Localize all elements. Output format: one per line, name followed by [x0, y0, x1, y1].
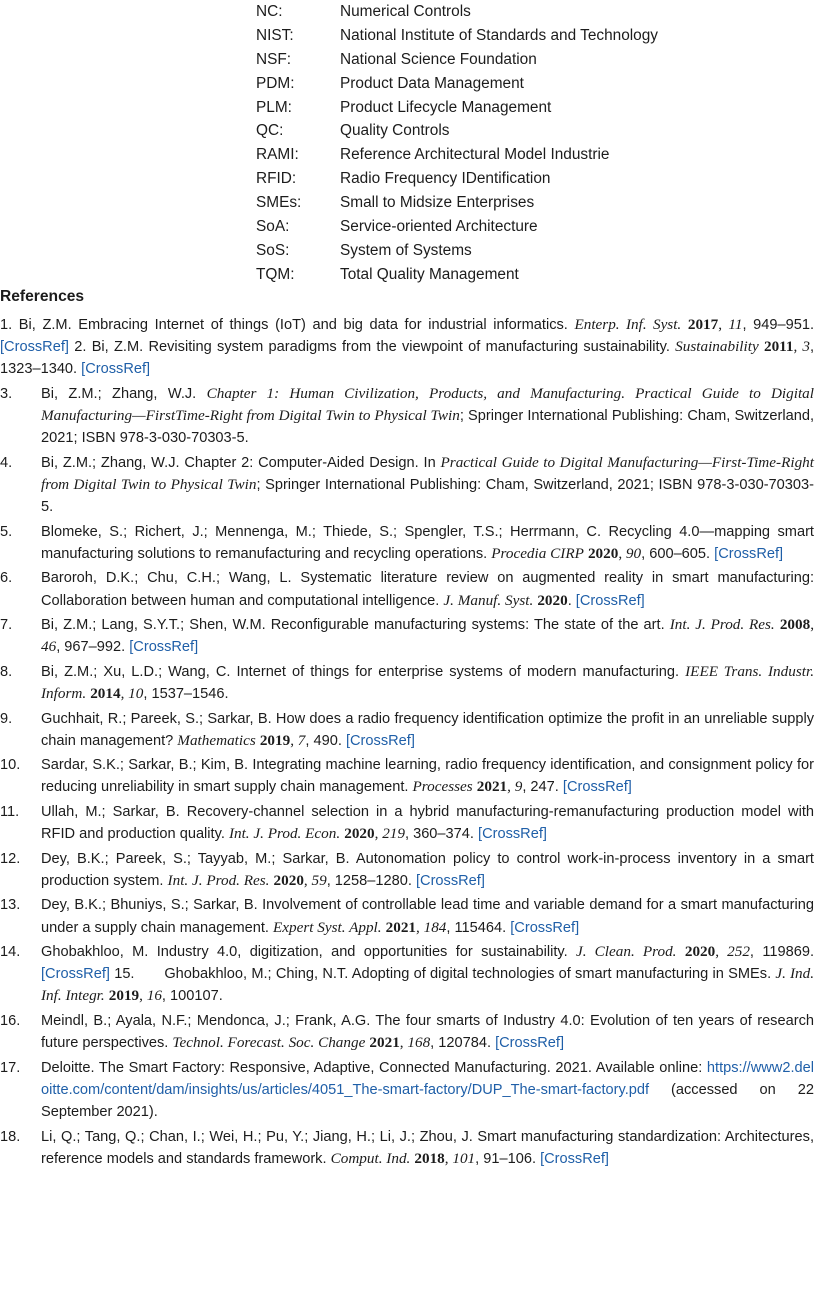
crossref-link[interactable]: [CrossRef]	[345, 732, 415, 749]
reference-journal: IEEE Trans. Industr. Inform.	[41, 662, 814, 703]
reference-pages: , 600–605.	[641, 545, 715, 562]
abbreviation-row	[256, 191, 776, 215]
reference-pages: , 967–992.	[56, 639, 130, 656]
abbreviation-row	[256, 167, 776, 191]
reference-journal: Expert Syst. Appl.	[273, 918, 382, 936]
reference-authors: Bi, Z.M.; Zhang, W.J.	[41, 385, 207, 402]
reference-journal: Int. J. Prod. Res.	[167, 871, 270, 889]
abbreviation-value: Service-oriented Architecture	[340, 218, 538, 236]
reference-item	[0, 1057, 814, 1124]
reference-authors-title: Blomeke, S.; Richert, J.; Mennenga, M.; Thiede, S.; Spengler, T.S.; Herrmann, C. Recycling 4.0—mapping smart manufacturing solutions to remanufacturing and recycling operations.	[41, 523, 814, 562]
reference-item: 16. Meindl, B.; Ayala, N.F.; Mendonca, J.; Frank, A.G. The four smarts of Industry 4.0: Evolution of ten years of research future perspectives. Technol. Forecast. Soc. Change 2021, 168, 120784. [CrossRef]	[0, 1010, 814, 1054]
reference-book-title: Practical Guide to Digital Manufacturing—First-Time-Right from Digital Twin to Physical Twin	[41, 453, 814, 494]
crossref-link[interactable]: [CrossRef]	[714, 545, 784, 562]
abbreviation-row	[256, 215, 776, 239]
reference-journal: J. Manuf. Syst.	[443, 591, 534, 609]
abbreviation-value: Small to Midsize Enterprises	[340, 194, 535, 212]
abbreviation-key: SMEs:	[256, 194, 302, 212]
reference-pages: , 115464.	[446, 919, 511, 936]
reference-year: 2021	[476, 778, 508, 796]
reference-number: 12.	[0, 850, 21, 867]
abbreviation-value: Reference Architectural Model Industrie	[340, 146, 610, 164]
reference-number: 2.	[74, 339, 87, 356]
reference-authors-title: Meindl, B.; Ayala, N.F.; Mendonca, J.; Frank, A.G. The four smarts of Industry 4.0: Evolution of ten years of research future perspectives.	[41, 1012, 814, 1052]
reference-journal: Int. J. Prod. Res.	[669, 616, 775, 634]
reference-year: 2018	[414, 1149, 445, 1167]
reference-year: 2020	[537, 591, 568, 609]
reference-volume: 16	[146, 987, 162, 1005]
reference-accessed: (accessed on 22 September 2021).	[41, 1081, 814, 1121]
reference-authors-title: Guchhait, R.; Pareek, S.; Sarkar, B. How does a radio frequency identification optimize the profit in an unreliable supply chain management?	[41, 710, 814, 749]
abbreviation-key: TQM:	[256, 265, 295, 283]
reference-number: 14.	[0, 944, 21, 961]
abbreviation-value: Quality Controls	[340, 122, 450, 140]
reference-year: 2020	[684, 943, 716, 961]
reference-item: 11. Ullah, M.; Sarkar, B. Recovery-channel selection in a hybrid manufacturing-remanufacturing production model with RFID and production quality. Int. J. Prod. Econ. 2020, 219, 360–374. [CrossRef]	[0, 801, 814, 845]
reference-item: 10. Sardar, S.K.; Sarkar, B.; Kim, B. Integrating machine learning, radio frequency identification, and consignment policy for reducing unreliability in smart supply chain management. Processes 2021, 9, 247. [CrossRef]	[0, 754, 814, 798]
reference-item: 1. Bi, Z.M. Embracing Internet of things (IoT) and big data for industrial informatics. Enterp. Inf. Syst. 2017, 11, 949–951. [CrossRef] 2. Bi, Z.M. Revisiting system paradigms from the viewpoint of manufacturing sustainability. Sustainability 2011, 3, 1323–1340. [CrossRef]	[0, 316, 815, 378]
references-heading: References	[0, 288, 85, 305]
reference-number: 16.	[0, 1012, 21, 1029]
reference-authors-title: Dey, B.K.; Pareek, S.; Tayyab, M.; Sarkar, B. Autonomation policy to control work-in-process inventory in a smart production system.	[41, 850, 814, 889]
reference-pages: , 949–951.	[742, 317, 814, 333]
reference-number: 1.	[0, 317, 13, 333]
reference-item	[0, 383, 814, 450]
crossref-link[interactable]: [CrossRef]	[510, 919, 580, 936]
reference-pages: , 247.	[522, 779, 563, 796]
reference-journal: Comput. Ind.	[330, 1149, 411, 1167]
reference-authors-title: Dey, B.K.; Bhuniys, S.; Sarkar, B. Involvement of controllable lead time and variable demand for a smart manufacturing under a supply chain management.	[41, 897, 814, 936]
crossref-link[interactable]: [CrossRef]	[478, 826, 547, 843]
reference-authors-title: Ghobakhloo, M.; Ching, N.T. Adopting of digital technologies of smart manufacturing in SMEs.	[164, 966, 776, 983]
reference-item	[0, 452, 814, 519]
abbreviation-row	[256, 263, 776, 287]
reference-year: 2008	[779, 616, 811, 634]
reference-number: 5.	[0, 523, 13, 540]
crossref-link[interactable]: [CrossRef]	[495, 1035, 565, 1052]
reference-volume: 184	[423, 918, 447, 936]
abbreviation-value: National Institute of Standards and Technology	[340, 26, 659, 44]
reference-pages: , 100107.	[161, 988, 223, 1005]
reference-pages: , 119869.	[749, 944, 814, 961]
reference-journal: Mathematics	[177, 731, 256, 749]
abbreviation-row	[256, 239, 776, 263]
reference-publisher: ; Springer International Publishing: Cham, Switzerland, 2021; ISBN 978-3-030-70303-5.	[41, 477, 814, 516]
reference-pages: , 490.	[305, 732, 346, 749]
reference-authors-title: Bi, Z.M.; Lang, S.Y.T.; Shen, W.M. Reconfigurable manufacturing systems: The state of the art.	[41, 617, 670, 634]
crossref-link[interactable]: [CrossRef]	[81, 361, 151, 378]
abbreviation-value: Numerical Controls	[340, 3, 471, 20]
reference-item	[0, 567, 814, 611]
reference-number: 17.	[0, 1059, 21, 1076]
abbreviation-key: NIST:	[256, 26, 294, 44]
abbreviation-key: SoS:	[256, 241, 290, 259]
reference-authors-title: Bi, Z.M.; Xu, L.D.; Wang, C. Internet of things for enterprise systems of modern manufacturing.	[41, 663, 686, 680]
abbreviation-row	[256, 72, 776, 96]
reference-year: 2019	[108, 987, 140, 1005]
reference-item: 8. Bi, Z.M.; Xu, L.D.; Wang, C. Internet of things for enterprise systems of modern manufacturing. IEEE Trans. Industr. Inform. 2014, 10, 1537–1546.	[0, 661, 814, 705]
reference-volume: 90	[625, 544, 642, 562]
reference-pages: , 1323–1340.	[0, 339, 815, 378]
reference-journal: J. Clean. Prod.	[576, 943, 677, 961]
reference-year: 2011	[763, 338, 794, 356]
reference-volume: 10	[128, 685, 144, 703]
abbreviation-key: NC:	[256, 3, 283, 20]
reference-authors-title: Ullah, M.; Sarkar, B. Recovery-channel selection in a hybrid manufacturing-remanufacturing production model with RFID and production quality.	[41, 803, 814, 843]
reference-year: 2020	[344, 825, 375, 843]
abbreviation-value: Radio Frequency IDentification	[340, 170, 551, 188]
reference-number: 6.	[0, 570, 13, 587]
reference-item: 14. Ghobakhloo, M. Industry 4.0, digitization, and opportunities for sustainability. J. Clean. Prod. 2020, 252, 119869. [CrossRef] 15. Ghobakhloo, M.; Ching, N.T. Adopting of digital technologies of smart manufacturing in SMEs. J. Ind. Inf. Integr. 2019, 16, 100107.	[0, 941, 814, 1008]
abbreviation-key: PLM:	[256, 98, 292, 116]
reference-number: 11.	[0, 803, 20, 820]
reference-number: 13.	[0, 897, 21, 914]
reference-year: 2020	[273, 871, 304, 889]
reference-journal: Sustainability	[675, 338, 759, 356]
reference-publisher: ; Springer International Publishing: Cham, Switzerland, 2021; ISBN 978-3-030-70303-5.	[41, 408, 814, 447]
reference-volume: 9	[514, 778, 523, 796]
reference-item: 5. Blomeke, S.; Richert, J.; Mennenga, M.; Thiede, S.; Spengler, T.S.; Herrmann, C. Recycling 4.0—mapping smart manufacturing solutions to remanufacturing and recycling operations. Procedia CIRP 2020, 90, 600–605. [CrossRef]	[0, 521, 814, 565]
reference-number: 18.	[0, 1128, 21, 1145]
abbreviation-key: PDM:	[256, 74, 295, 92]
reference-pages: , 91–106.	[475, 1150, 541, 1167]
reference-journal: Procedia CIRP	[491, 544, 584, 562]
reference-number: 10.	[0, 757, 21, 774]
abbreviation-value: Product Lifecycle Management	[340, 98, 552, 116]
abbreviation-key: NSF:	[256, 50, 292, 68]
reference-item: 9. Guchhait, R.; Pareek, S.; Sarkar, B. How does a radio frequency identification optimize the profit in an unreliable supply chain management? Mathematics 2019, 7, 490. [CrossRef]	[0, 708, 814, 752]
reference-item: 13. Dey, B.K.; Bhuniys, S.; Sarkar, B. Involvement of controllable lead time and variable demand for a smart manufacturing under a supply chain management. Expert Syst. Appl. 2021, 184, 115464. [CrossRef]	[0, 894, 814, 938]
abbreviation-row	[256, 96, 776, 120]
abbreviation-value: Total Quality Management	[340, 265, 519, 283]
reference-authors-title: Bi, Z.M. Embracing Internet of things (IoT) and big data for industrial informatics.	[18, 317, 575, 333]
abbreviation-key: QC:	[256, 122, 284, 140]
reference-year: 2021	[385, 918, 417, 936]
reference-journal: Enterp. Inf. Syst.	[574, 316, 682, 333]
abbreviation-value: National Science Foundation	[340, 50, 537, 68]
abbreviation-row	[256, 48, 776, 72]
reference-item: 18. Li, Q.; Tang, Q.; Chan, I.; Wei, H.; Pu, Y.; Jiang, H.; Li, J.; Zhou, J. Smart manufacturing standardization: Architectures, reference models and standards framework. Comput. Ind. 2018, 101, 91–106. [CrossRef]	[0, 1126, 814, 1170]
reference-year: 2014	[90, 685, 121, 703]
reference-authors-title: Ghobakhloo, M. Industry 4.0, digitization, and opportunities for sustainability.	[41, 944, 577, 961]
abbreviation-row	[256, 119, 776, 143]
reference-journal: Technol. Forecast. Soc. Change	[172, 1034, 366, 1052]
reference-item: 12. Dey, B.K.; Pareek, S.; Tayyab, M.; Sarkar, B. Autonomation policy to control work-in-process inventory in a smart production system. Int. J. Prod. Res. 2020, 59, 1258–1280. [CrossRef]	[0, 848, 814, 892]
crossref-link[interactable]: [CrossRef]	[562, 779, 632, 796]
reference-volume: 7	[297, 731, 306, 749]
reference-journal: Processes	[412, 778, 473, 796]
crossref-link[interactable]: [CrossRef]	[415, 872, 485, 889]
abbreviation-value: Product Data Management	[340, 74, 524, 92]
crossref-link[interactable]: [CrossRef]	[41, 966, 110, 983]
reference-volume: 101	[452, 1149, 476, 1167]
abbreviation-list	[256, 0, 776, 287]
reference-pages: , 360–374.	[404, 826, 479, 843]
reference-pages: .	[567, 592, 576, 609]
reference-volume: 168	[407, 1034, 431, 1052]
abbreviation-value: System of Systems	[340, 241, 472, 259]
reference-journal: Int. J. Prod. Econ.	[228, 825, 341, 843]
reference-item: 7. Bi, Z.M.; Lang, S.Y.T.; Shen, W.M. Reconfigurable manufacturing systems: The state of the art. Int. J. Prod. Res. 2008, 46, 967–992. [CrossRef]	[0, 614, 814, 658]
reference-number: 7.	[0, 617, 13, 634]
abbreviation-row	[256, 24, 776, 48]
crossref-link[interactable]: [CrossRef]	[129, 639, 199, 656]
reference-list	[0, 314, 814, 1172]
reference-year: 2020	[587, 544, 619, 562]
reference-journal: J. Ind. Inf. Integr.	[41, 965, 814, 1005]
reference-year: 2021	[369, 1034, 400, 1052]
abbreviation-key: RFID:	[256, 170, 297, 188]
reference-number: 3.	[0, 385, 13, 402]
reference-pages: , 120784.	[430, 1035, 496, 1052]
reference-book-title: Chapter 1: Human Civilization, Products, and Manufacturing. Practical Guide to Digital Manufacturing—FirstTime-Right from Digital Twin to Physical Twin	[41, 384, 814, 425]
reference-volume: 252	[727, 943, 750, 961]
reference-number: 15.	[114, 966, 135, 983]
reference-volume: 46	[41, 638, 57, 656]
reference-authors-title: Bi, Z.M.; Zhang, W.J. Chapter 2: Computer-Aided Design. In	[41, 454, 441, 471]
reference-pages: , 1537–1546.	[143, 686, 229, 703]
abbreviation-key: SoA:	[256, 218, 290, 236]
crossref-link[interactable]: [CrossRef]	[540, 1150, 609, 1167]
reference-volume: 59	[311, 871, 327, 889]
reference-volume: 11	[728, 316, 743, 333]
reference-number: 9.	[0, 710, 13, 727]
abbreviation-row	[256, 0, 776, 24]
reference-authors-title: Sardar, S.K.; Sarkar, B.; Kim, B. Integrating machine learning, radio frequency identification, and consignment policy for reducing unreliability in smart supply chain management.	[41, 757, 814, 796]
reference-pages: , 1258–1280.	[326, 872, 416, 889]
reference-url-link[interactable]: https://www2.deloitte.com/content/dam/insights/us/articles/4051_The-smart-factory/DUP_The-smart-factory.pdf	[41, 1059, 814, 1098]
reference-number: 4.	[0, 454, 13, 471]
abbreviation-key: RAMI:	[256, 146, 299, 164]
reference-authors-title: Baroroh, D.K.; Chu, C.H.; Wang, L. Systematic literature review on augmented reality in smart manufacturing: Collaboration between human and computational intelligence.	[41, 570, 814, 609]
reference-volume: 219	[382, 825, 405, 843]
reference-year: 2019	[259, 731, 291, 749]
reference-number: 8.	[0, 663, 13, 680]
reference-authors-title: Li, Q.; Tang, Q.; Chan, I.; Wei, H.; Pu, Y.; Jiang, H.; Li, J.; Zhou, J. Smart manufacturing standardization: Architectures, reference models and standards framework.	[41, 1128, 814, 1167]
reference-volume: 3	[802, 338, 810, 356]
crossref-link[interactable]: [CrossRef]	[575, 592, 645, 609]
reference-authors-title: Bi, Z.M. Revisiting system paradigms from the viewpoint of manufacturing sustainability.	[91, 339, 676, 356]
crossref-link[interactable]: [CrossRef]	[0, 339, 69, 356]
reference-authors-title: Deloitte. The Smart Factory: Responsive, Adaptive, Connected Manufacturing. 2021. Available online:	[41, 1059, 707, 1076]
reference-year: 2017	[687, 316, 719, 333]
abbreviation-row	[256, 143, 776, 167]
